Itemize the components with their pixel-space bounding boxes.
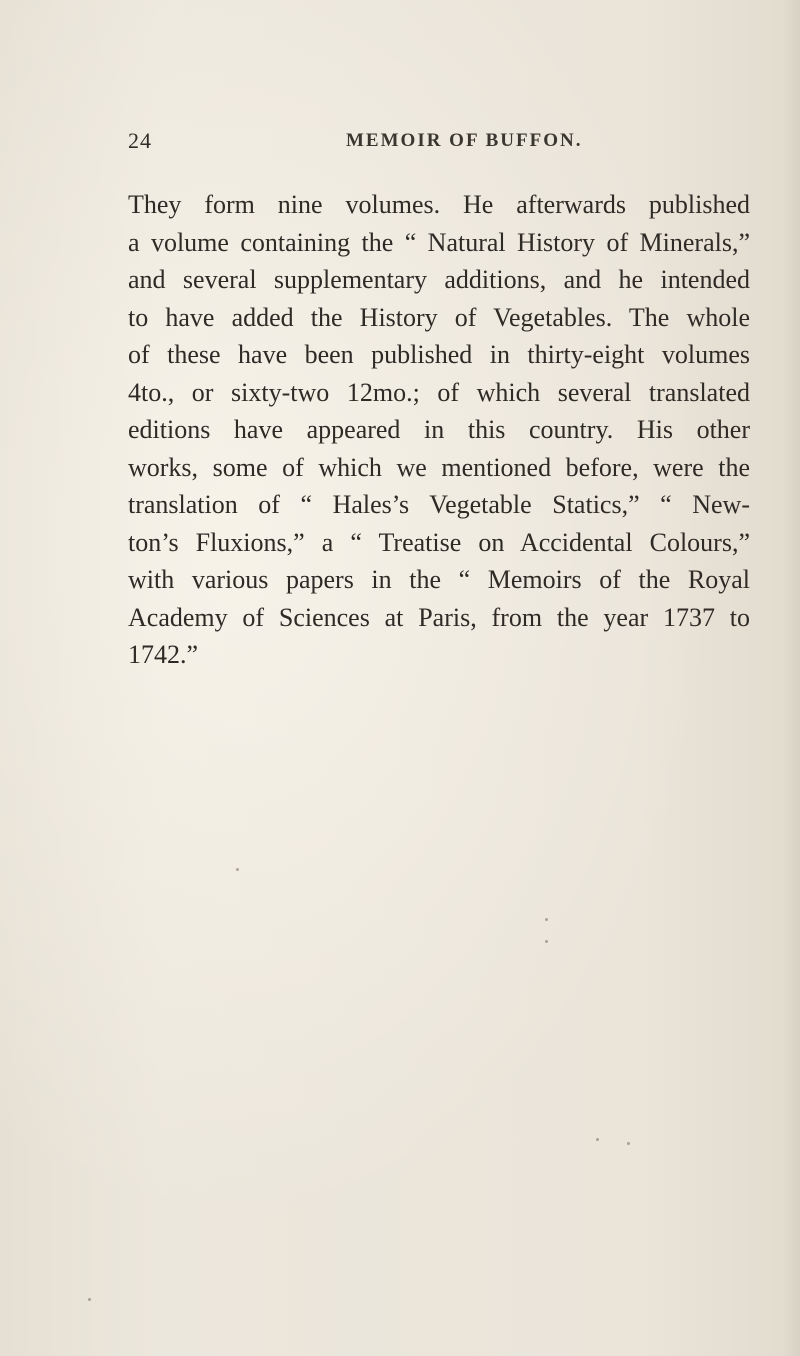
text-line: editions have appeared in this country. His other: [128, 415, 750, 444]
text-line: works, some of which we mentioned before, were the: [128, 452, 750, 482]
paper-speck: [545, 918, 548, 921]
text-line: of these have been published in thirty-eight volumes: [128, 340, 750, 369]
text-line: Academy of Sciences at Paris, from the year 1737 to: [128, 602, 750, 632]
paper-speck: [545, 940, 548, 943]
text-line: a volume containing the “ Natural History of Minerals,”: [128, 227, 750, 257]
text-line: translation of “ Hales’s Vegetable Statics,” “ New-: [128, 490, 750, 519]
text-line-last: 1742.”: [128, 640, 199, 669]
text-line: and several supplementary additions, and he intended: [128, 265, 750, 294]
paper-speck: [236, 868, 239, 871]
running-head: MEMOIR OF BUFFON.: [346, 130, 583, 151]
text-line: with various papers in the “ Memoirs of the Royal: [128, 565, 750, 594]
body-paragraph: [128, 186, 750, 674]
text-line: 4to., or sixty-two 12mo.; of which several translated: [128, 377, 750, 407]
text-line: They form nine volumes. He afterwards published: [128, 190, 750, 219]
text-line: ton’s Fluxions,” a “ Treatise on Accidental Colours,”: [128, 527, 750, 557]
text-line: to have added the History of Vegetables. The whole: [128, 302, 750, 332]
page-edge-shadow: [782, 0, 800, 1356]
page-number: 24: [128, 128, 152, 153]
page-header: [128, 128, 648, 162]
paper-speck: [88, 1298, 91, 1301]
paper-speck: [596, 1138, 599, 1141]
paper-speck: [627, 1142, 630, 1145]
